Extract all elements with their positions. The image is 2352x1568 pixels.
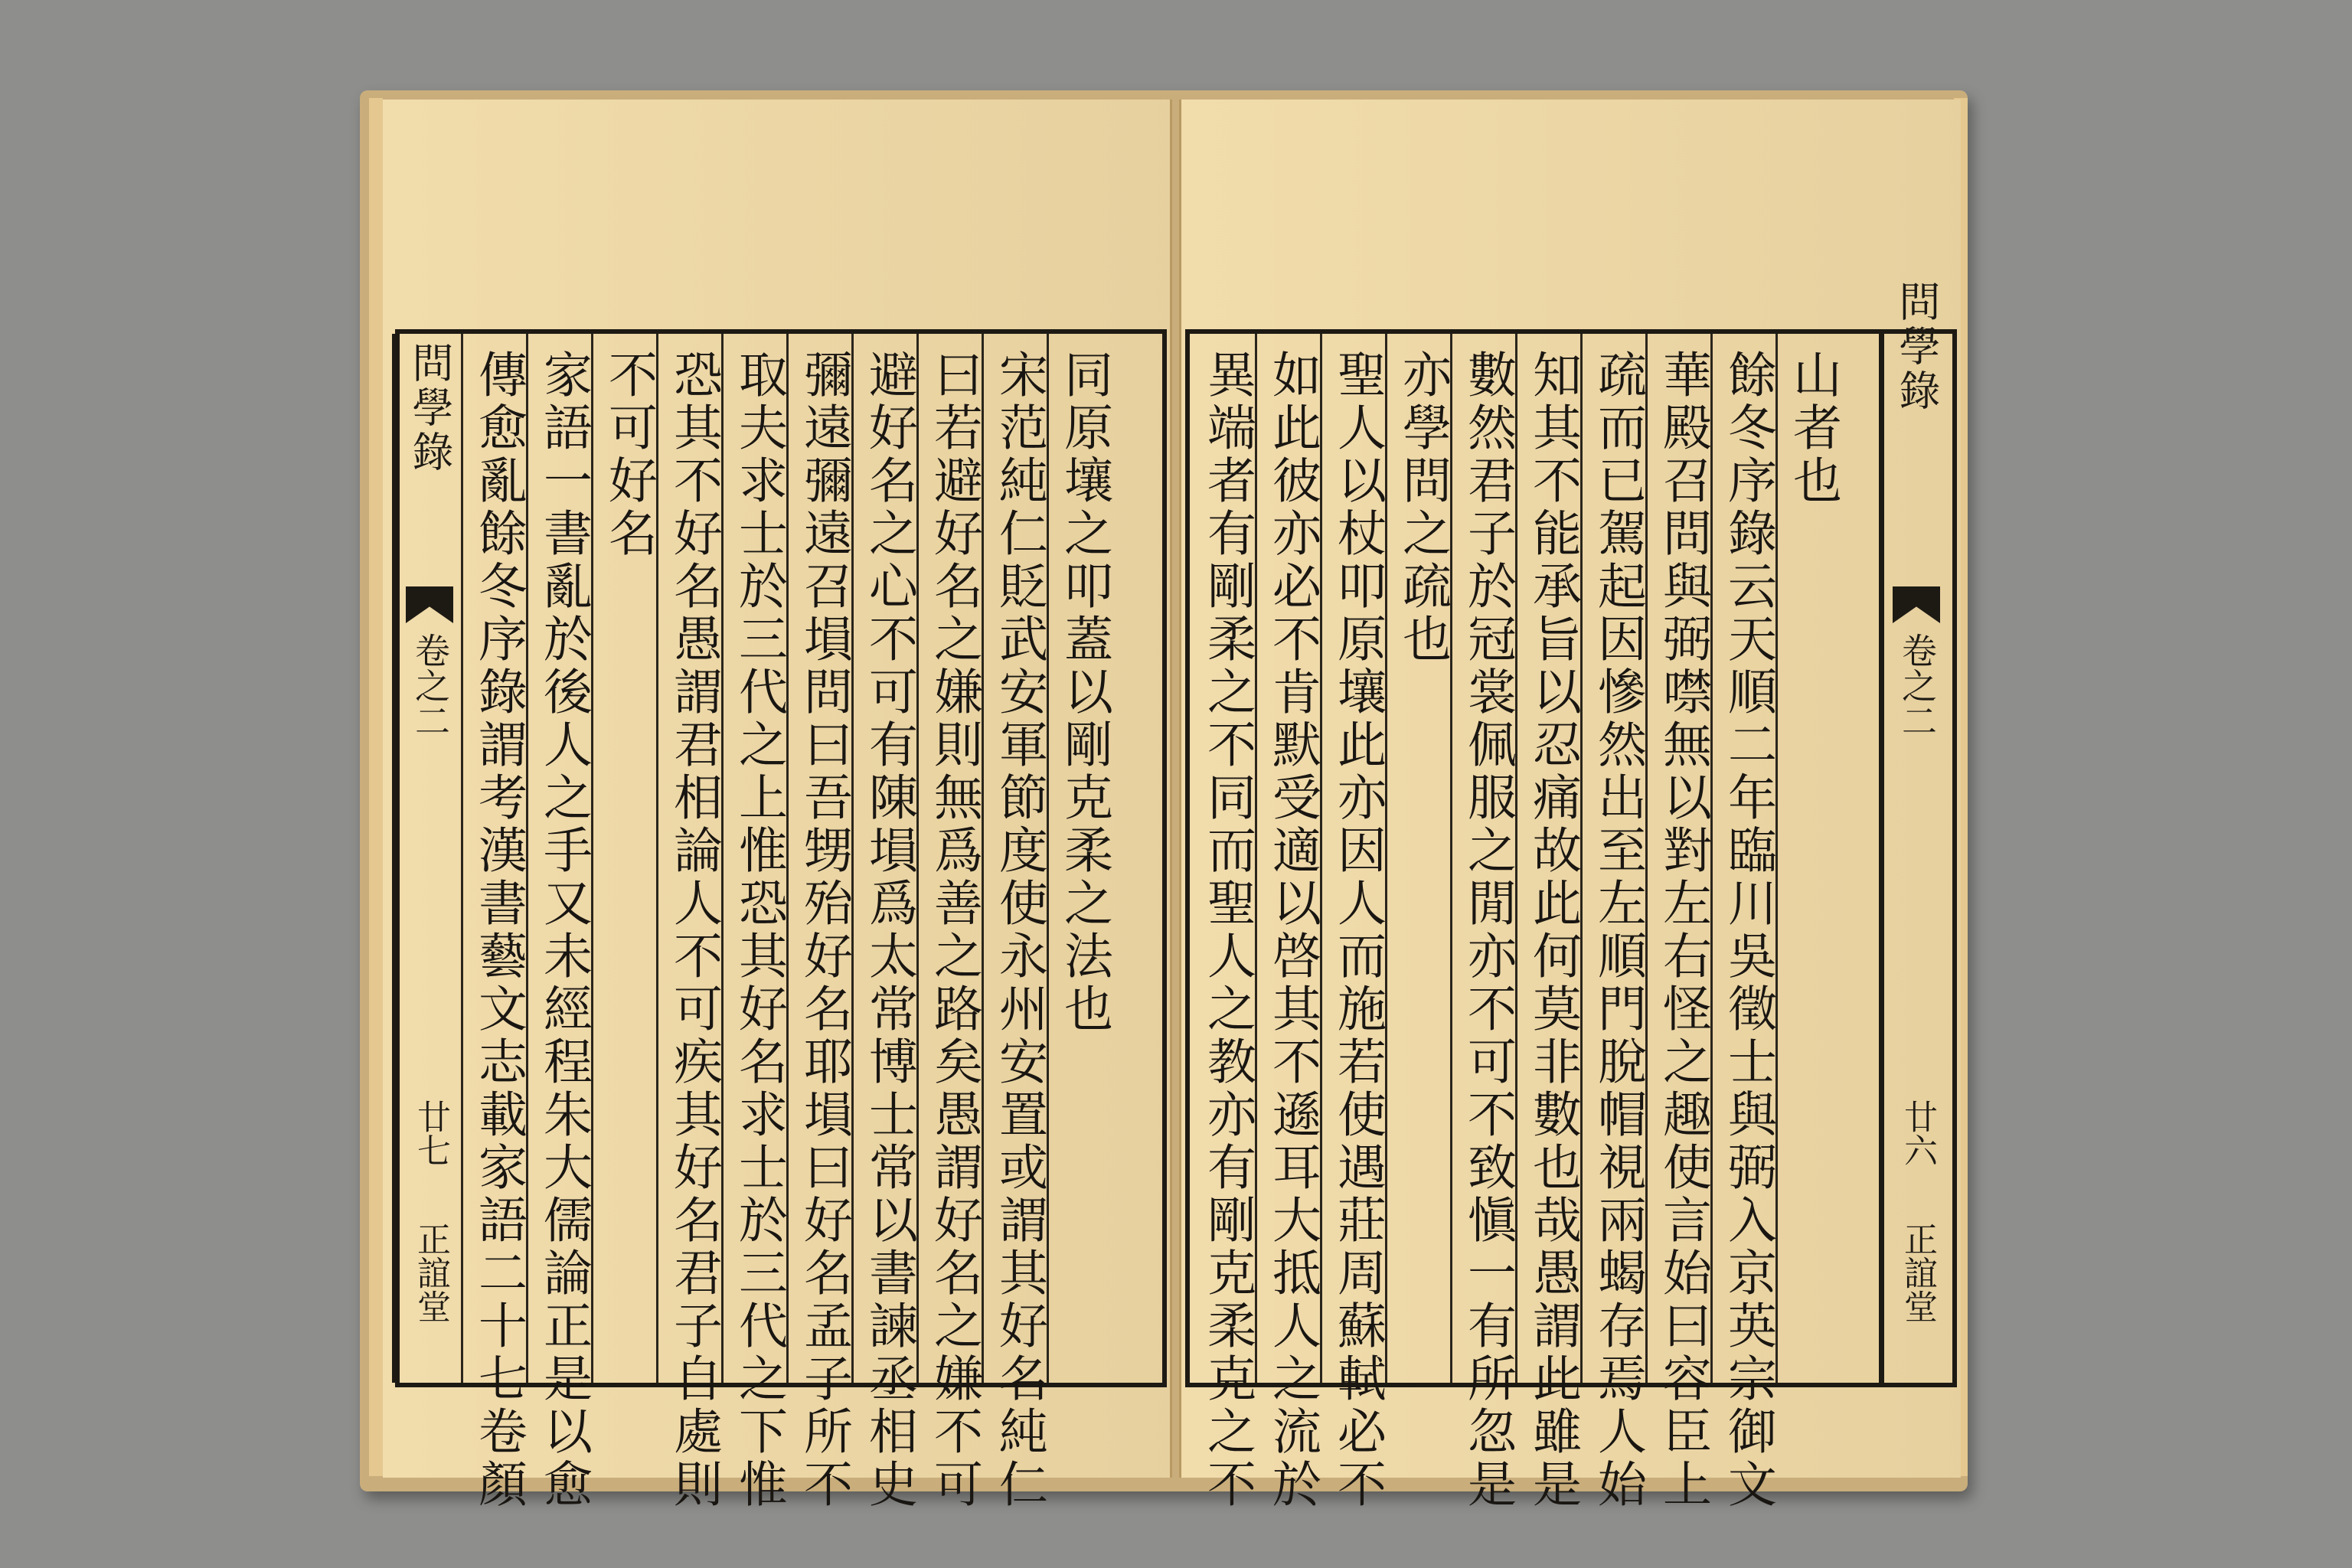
text-column-10: 傳愈亂餘冬序錄謂考漢書藝文志載家語二十七卷顏 (470, 349, 527, 1511)
text-column-2: 餘冬序錄云天順二年臨川吳徵士與弼入京英宗御文 (1720, 349, 1776, 1511)
fishtail-mark (1893, 586, 1940, 623)
fishtail-mark (406, 586, 453, 623)
margin-folio-number: 廿六 (1898, 1099, 1937, 1167)
text-column-7: 亦學問之疏也 (1394, 349, 1451, 666)
text-column-3: 曰若避好名之嫌則無爲善之路矣愚謂好名之嫌不可 (926, 349, 982, 1511)
text-column-5: 彌遠彌遠召塤問曰吾甥殆好名耶塤曰好名孟子所不 (795, 349, 852, 1511)
text-column-1: 同原壤之叩蓋以剛克柔之法也 (1056, 349, 1112, 1036)
text-column-2: 宋范純仁貶武安軍節度使永州安置或謂其好名純仁 (991, 349, 1047, 1511)
margin-book-title: 問學錄 (1893, 280, 1941, 413)
text-column-9: 家語一書亂於後人之手又未經程朱大儒論正是以愈 (535, 349, 592, 1511)
margin-juan-number: 卷之二 (410, 632, 451, 738)
left-page-text-frame (395, 329, 1167, 1511)
left-frame-inner-rule (392, 334, 397, 1383)
margin-book-title: 問學錄 (406, 341, 454, 475)
text-column-10: 異端者有剛柔之不同而聖人之教亦有剛克柔克之不 (1199, 349, 1256, 1511)
right-page-text-frame (1185, 280, 1957, 1511)
text-column-9: 如此彼亦必不肯默受適以啓其不遜耳大抵人之流於 (1264, 349, 1321, 1511)
text-column-6: 數然君子於冠裳佩服之閒亦不可不致愼一有所忽是 (1459, 349, 1516, 1511)
text-column-5: 知其不能承旨以忍痛故此何莫非數也哉愚謂此雖是 (1524, 349, 1581, 1511)
text-column-4: 避好名之心不可有陳塤爲太常博士常以書諫丞相史 (861, 349, 917, 1511)
margin-press-name: 正誼堂 (411, 1222, 450, 1323)
margin-press-name: 正誼堂 (1898, 1222, 1937, 1323)
margin-folio-number: 廿七 (411, 1099, 450, 1167)
left-page-edge (369, 98, 383, 1476)
text-column-3: 華殿召問與弼噤無以對左右怪之趣使言始曰容臣上 (1655, 349, 1711, 1511)
text-column-8: 聖人以杖叩原壤此亦因人而施若使遇莊周蘇軾必不 (1329, 349, 1386, 1511)
margin-juan-number: 卷之二 (1896, 632, 1938, 738)
right-frame-fold-rule (1879, 334, 1884, 1383)
text-column-8: 不可好名 (600, 349, 657, 560)
text-column-4: 疏而已駕起因慘然出至左順門脫帽視兩蝎存焉人始 (1589, 349, 1646, 1511)
column-rule (461, 334, 463, 1383)
text-column-7: 恐其不好名愚謂君相論人不可疾其好名君子自處則 (665, 349, 722, 1511)
text-column-1: 山者也 (1785, 349, 1841, 508)
text-column-6: 取夫求士於三代之上惟恐其好名求士於三代之下惟 (730, 349, 787, 1511)
